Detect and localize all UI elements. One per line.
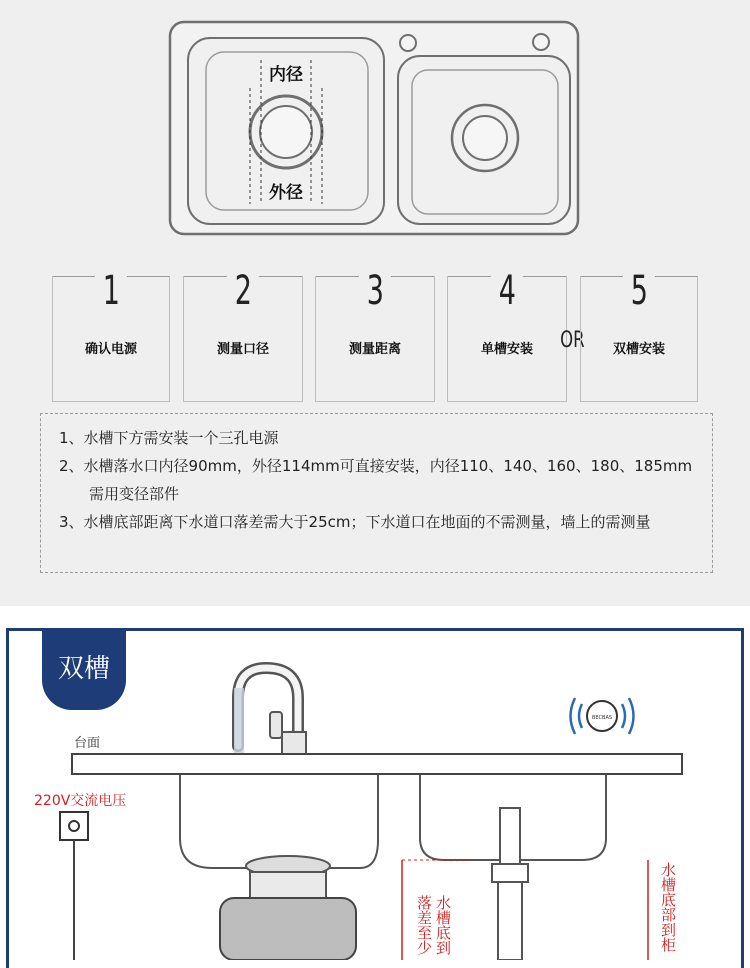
right-drain-tail (498, 882, 522, 960)
step-3-number: 3 (366, 268, 384, 314)
install-steps (0, 270, 750, 410)
inner-diameter-label: 内径 (269, 65, 303, 85)
right-drain-inner (463, 116, 507, 160)
signal-wave-left-1 (579, 704, 582, 728)
step-4 (447, 268, 567, 402)
step-2-number: 2 (234, 268, 252, 314)
signal-wave-left-2 (571, 698, 576, 734)
note-1: 1、水槽下方需安装一个三孔电源 (59, 429, 279, 447)
right-drain-pipe (500, 808, 520, 864)
double-sink-tag: 双槽 (42, 628, 126, 710)
cabinet-height-label: 水槽底部到柜 (659, 862, 677, 952)
faucet-hole-2 (533, 34, 549, 50)
step-5-label: 双槽安装 (612, 342, 665, 357)
faucet-hole-1 (400, 35, 416, 51)
step-1-number: 1 (102, 268, 120, 314)
countertop (72, 754, 682, 774)
disposer-mount (250, 872, 326, 898)
power-socket (60, 812, 88, 840)
step-1 (52, 268, 170, 402)
drop-label-1: 落差至少 (415, 895, 433, 955)
step-1-label: 确认电源 (84, 342, 137, 357)
step-2 (183, 268, 303, 402)
faucet-base (282, 732, 306, 754)
power-voltage-label: 220V交流电压 (34, 793, 127, 809)
right-drain-basket (492, 864, 528, 882)
double-sink-top-view (0, 0, 750, 260)
note-2: 2、水槽落水口内径90mm，外径114mm可直接安装，内径110、140、160、180、185mm需用变径部件 (59, 457, 693, 503)
note-3: 3、水槽底部距离下水道口落差需大于25cm；下水道口在地面的不需测量，墙上的需测量 (59, 513, 651, 531)
signal-wave-right-1 (622, 704, 625, 728)
drop-label-2: 水槽底到 (434, 895, 452, 955)
food-disposer (220, 898, 356, 960)
signal-wave-right-2 (629, 698, 634, 734)
outer-diameter-label: 外径 (269, 183, 303, 203)
install-notes (40, 413, 713, 573)
left-sink-bowl (180, 775, 378, 868)
water-stream (234, 688, 244, 756)
step-4-label: 单槽安装 (480, 342, 533, 357)
or-separator: OR (560, 328, 585, 353)
faucet-handle (270, 712, 282, 738)
step-4-number: 4 (498, 268, 516, 314)
step-2-label: 测量口径 (216, 342, 269, 357)
step-3 (315, 268, 435, 402)
countertop-label: 台面 (74, 736, 101, 751)
step-3-label: 测量距离 (348, 342, 401, 357)
step-5 (580, 268, 698, 402)
left-drain-inner (260, 106, 312, 158)
step-5-number: 5 (630, 268, 648, 314)
switch-logo: BECBAS (591, 715, 613, 721)
